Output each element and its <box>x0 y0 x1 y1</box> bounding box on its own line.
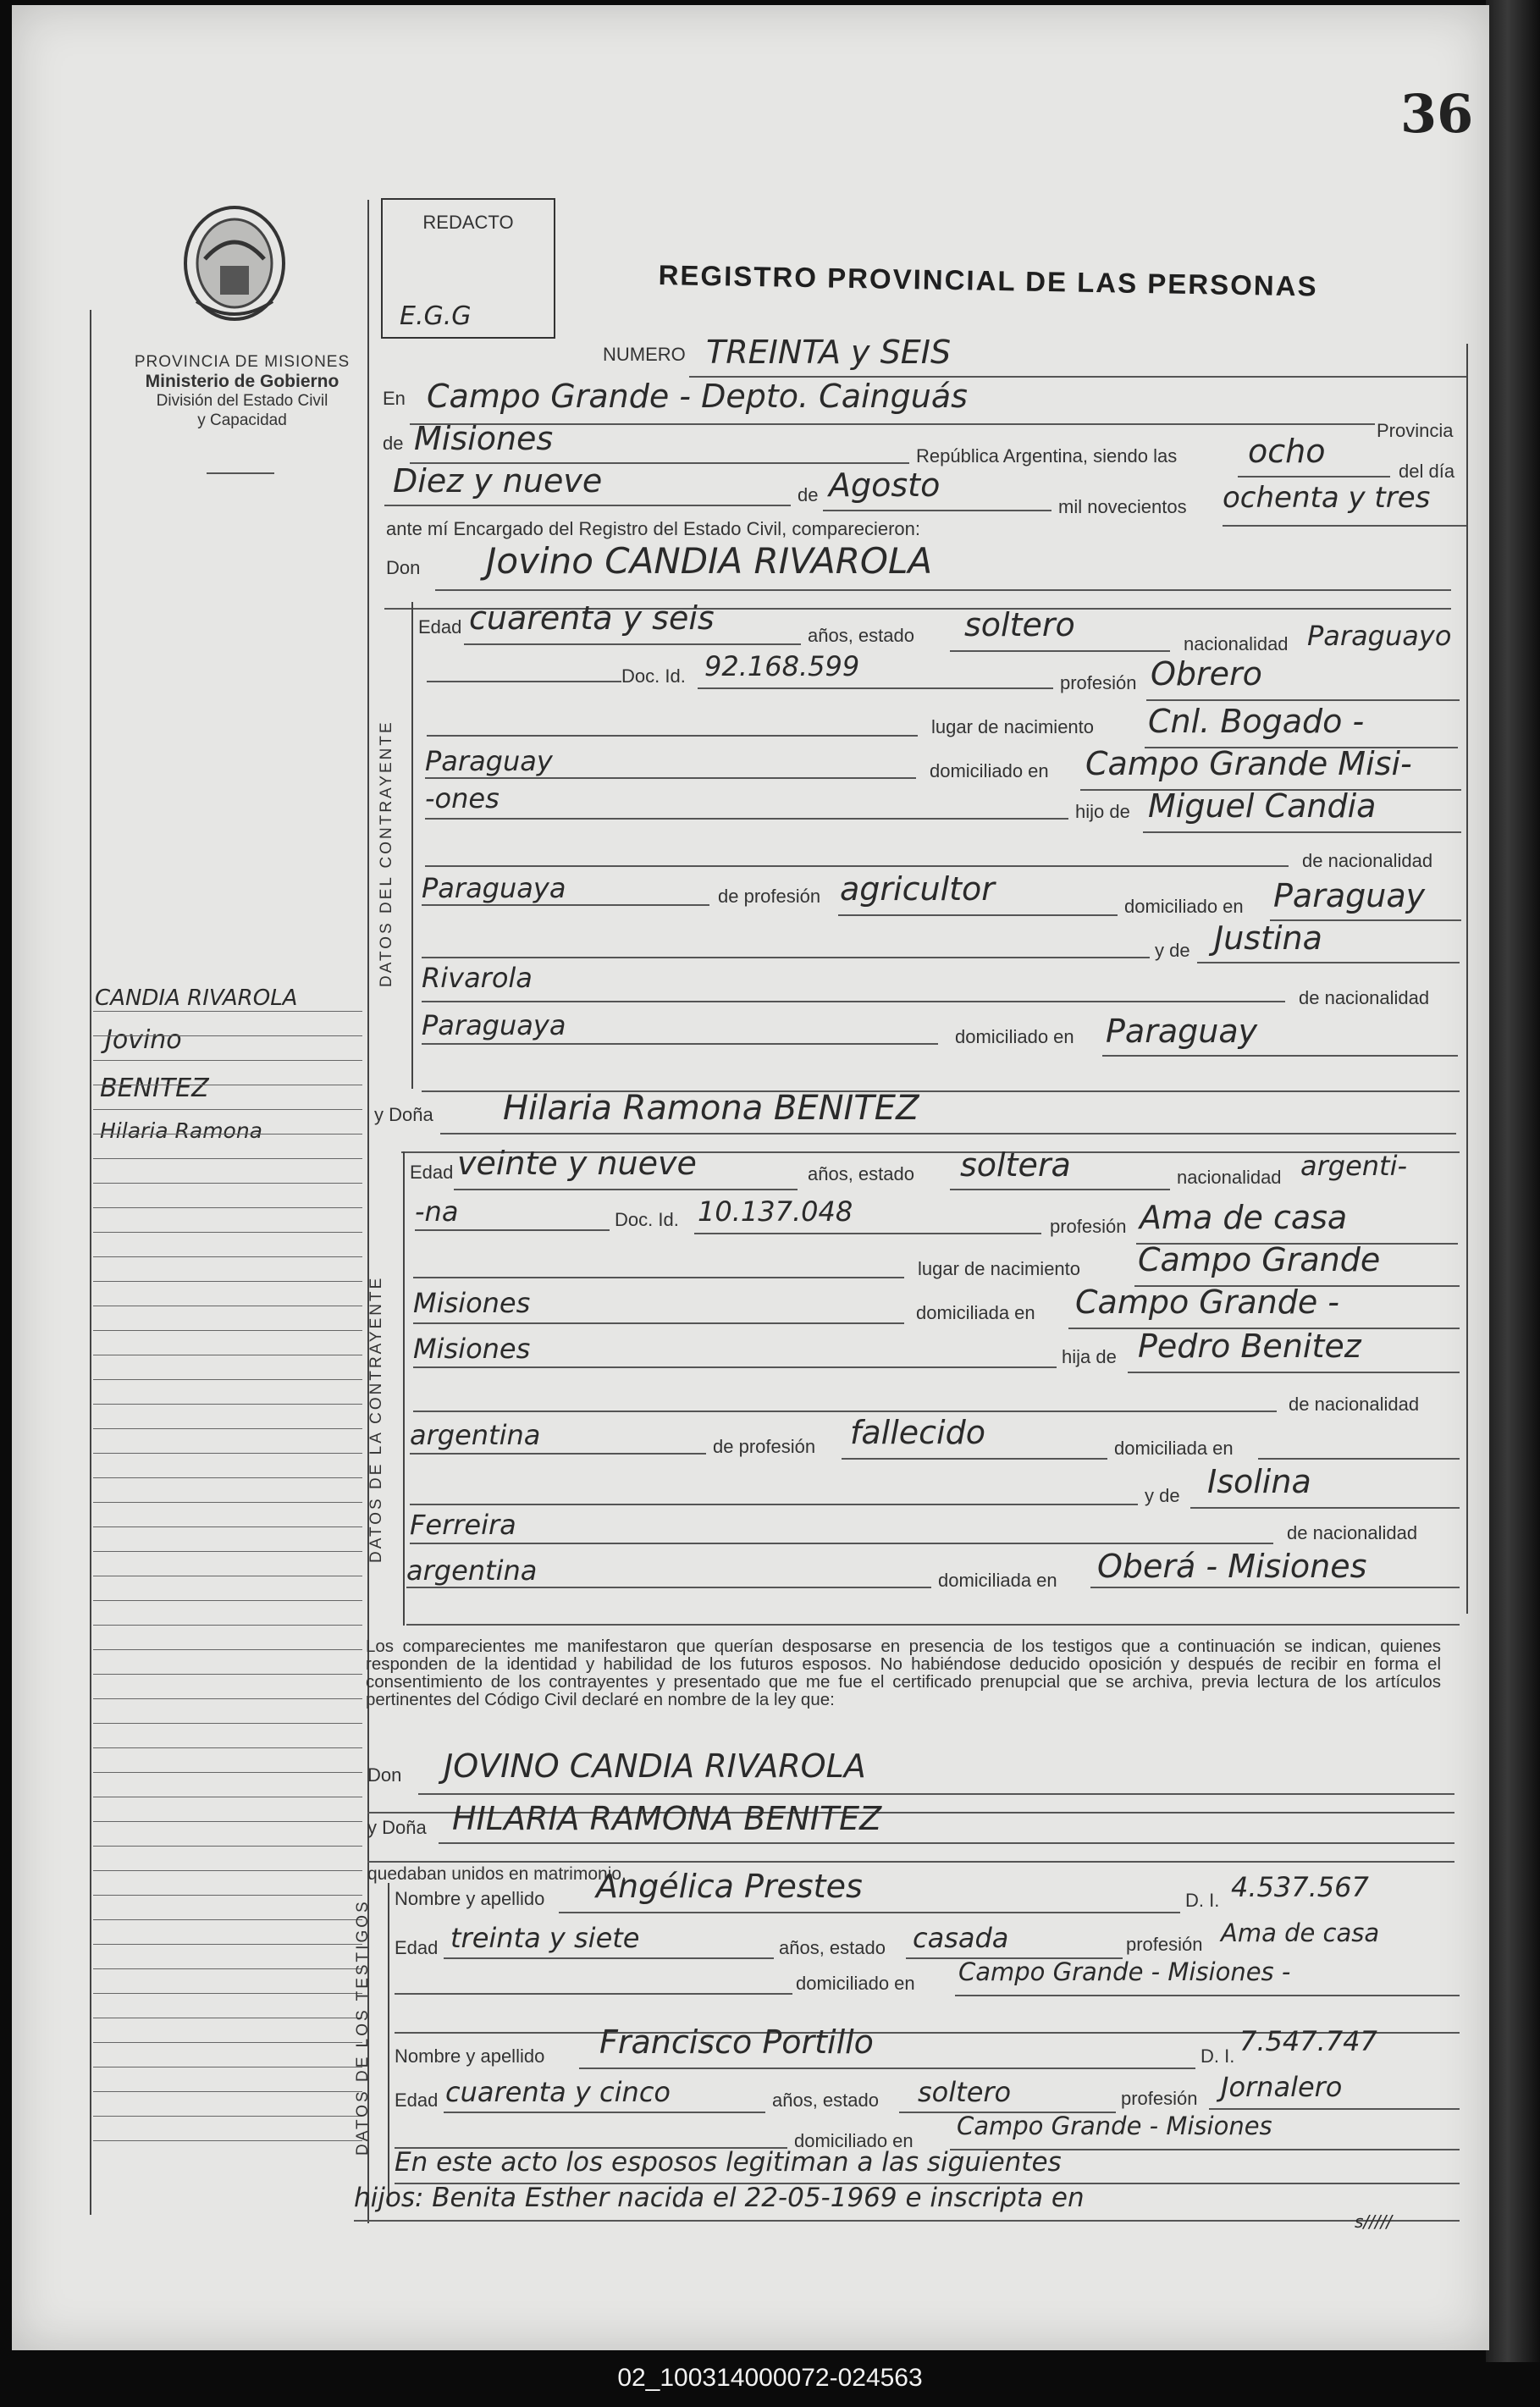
anos-label: años, estado <box>808 625 914 646</box>
margin-ruled-line <box>93 1944 362 1945</box>
t2-profesion-value: Jornalero <box>1221 2071 1343 2103</box>
redacto-stamp <box>381 198 555 339</box>
margin-ruled-line <box>93 1207 362 1208</box>
stamp-title: REDACTO <box>422 212 514 233</box>
t2-nombre-value: Francisco Portillo <box>599 2023 874 2061</box>
footer-note-2: hijos: Benita Esther nacida el 22-05-1969 e inscripta en <box>354 2183 1085 2213</box>
don-label: Don <box>386 557 421 578</box>
margin-name-2: Jovino <box>105 1025 182 1055</box>
profesion-f-value: Ama de casa <box>1140 1199 1348 1236</box>
t1-edad-label: Edad <box>395 1937 439 1958</box>
de-prof-label: de profesión <box>718 886 821 907</box>
legal-paragraph: Los comparecientes me manifestaron que querían desposarse en presencia de los testigos que a continuación se indican, quienes responden de la identidad y habilidad de los futuros esposos. No habiéndose deducido oposición y después de recibir en forma el consentimiento de los contrayentes y presentado que me fue el certificado prenupcial que se archiva, previa lectura de los artículos pertinentes del Código Civil declaré en nombre de la ley que: <box>366 1637 1441 1709</box>
margin-name-4: Hilaria Ramona <box>100 1118 263 1143</box>
anio-value: ochenta y tres <box>1223 481 1431 515</box>
domicilio-value-2: -ones <box>425 782 500 814</box>
image-caption: 02_100314000072-024563 <box>617 2364 923 2392</box>
t1-di-label: D. I. <box>1185 1890 1220 1911</box>
t2-di-label: D. I. <box>1201 2045 1235 2067</box>
margin-ruled-line <box>93 1183 362 1184</box>
margin-ruled-line <box>93 1453 362 1454</box>
estado-f-value: soltera <box>960 1146 1071 1184</box>
t1-anos-label: años, estado <box>779 1937 886 1958</box>
lugar-nac-value-2: Paraguay <box>425 745 553 777</box>
margin-ruled-line <box>93 1698 362 1699</box>
section-label-contrayente: DATOS DEL CONTRAYENTE <box>378 720 395 987</box>
doc-f-label: Doc. Id. <box>615 1209 679 1230</box>
margin-ruled-line <box>93 1747 362 1748</box>
nacionalidad-f-value-2: -na <box>415 1195 459 1228</box>
margin-ruled-line <box>93 1649 362 1650</box>
padre-prof-f-value: fallecido <box>850 1414 985 1451</box>
t1-nombre-value: Angélica Prestes <box>596 1868 863 1905</box>
margin-ruled-line <box>93 1919 362 1920</box>
edad-value: cuarenta y seis <box>469 599 715 637</box>
domiciliado-label-2: domiciliado en <box>1124 896 1244 917</box>
seal-line-ministry: Ministerio de Gobierno <box>145 372 339 391</box>
t2-edad-label: Edad <box>395 2090 439 2111</box>
seal-line-division: División del Estado Civil <box>156 392 328 410</box>
mes-value: Agosto <box>829 466 941 504</box>
margin-ruled-line <box>93 1281 362 1282</box>
numero-label: NUMERO <box>603 344 686 365</box>
padre-prof-value: agricultor <box>840 870 995 908</box>
domiciliada-label: domiciliada en <box>916 1302 1035 1323</box>
margin-name-1: CANDIA RIVAROLA <box>95 985 298 1011</box>
domicilio-f-value-2: Misiones <box>413 1333 531 1365</box>
dia-value: Diez y nueve <box>393 462 603 500</box>
en-label: En <box>383 388 406 409</box>
hora-value: ocho <box>1248 433 1326 470</box>
province-seal <box>179 200 290 327</box>
margin-ruled-line <box>93 1379 362 1380</box>
t1-di-value: 4.537.567 <box>1231 1871 1369 1903</box>
lugar-nac-f-label: lugar de nacimiento <box>918 1258 1081 1279</box>
seal-emblem-icon <box>179 200 290 327</box>
section-label-contrayente-f: DATOS DE LA CONTRAYENTE <box>367 1275 385 1563</box>
margin-ruled-line <box>93 1477 362 1478</box>
margin-ruled-line <box>93 2140 362 2141</box>
seal-caption <box>107 352 378 430</box>
estado-value: soltero <box>964 606 1075 643</box>
t2-domiciliado-label: domiciliado en <box>794 2130 914 2151</box>
t1-estado-value: casada <box>913 1922 1009 1954</box>
doc-value: 92.168.599 <box>704 650 860 682</box>
margin-ruled-line <box>93 1625 362 1626</box>
t2-edad-value: cuarenta y cinco <box>445 2076 671 2108</box>
margin-ruled-line <box>93 1600 362 1601</box>
margin-ruled-line <box>93 1551 362 1552</box>
de-nac-f-label: de nacionalidad <box>1289 1394 1420 1415</box>
madre-nac-value: Paraguaya <box>422 1009 566 1041</box>
nacionalidad-f-value-1: argenti- <box>1300 1150 1408 1182</box>
t2-estado-value: soltero <box>918 2076 1012 2108</box>
domiciliado-label: domiciliado en <box>930 760 1049 781</box>
footer-note-1: En este acto los esposos legitiman a las siguientes <box>395 2147 1062 2178</box>
don-value: Jovino CANDIA RIVAROLA <box>486 540 933 582</box>
footer-note-3: s///// <box>1355 2211 1393 2232</box>
profesion-label: profesión <box>1060 672 1137 693</box>
lugar-nac-label: lugar de nacimiento <box>931 716 1095 737</box>
page-title: REGISTRO PROVINCIAL DE LAS PERSONAS <box>658 259 1318 302</box>
declaration-don-label: Don <box>367 1764 402 1786</box>
t2-anos-label: años, estado <box>772 2090 879 2111</box>
madre-f-value-2: Ferreira <box>410 1509 516 1541</box>
margin-ruled-line <box>93 1526 362 1527</box>
hijo-label: hijo de <box>1075 801 1130 822</box>
margin-ruled-line <box>93 1821 362 1822</box>
margin-ruled-line <box>93 1109 362 1110</box>
profesion-value: Obrero <box>1151 655 1262 693</box>
profesion-f-label: profesión <box>1050 1216 1127 1237</box>
declaration-dona-label: y Doña <box>367 1817 427 1838</box>
de-nac-f-label-2: de nacionalidad <box>1287 1522 1418 1543</box>
margin-ruled-line <box>93 1330 362 1331</box>
domiciliado-label-3: domiciliado en <box>955 1026 1074 1047</box>
margin-ruled-line <box>93 2116 362 2117</box>
lugar-nac-value-1: Cnl. Bogado - <box>1148 703 1365 740</box>
stamp-initials: E.G.G <box>400 301 472 331</box>
provincia-label: Provincia <box>1377 420 1454 441</box>
t2-profesion-label: profesión <box>1121 2088 1198 2109</box>
t2-domicilio-value: Campo Grande - Misiones <box>957 2112 1272 2140</box>
de-label: de <box>383 433 404 454</box>
margin-ruled-line <box>93 1772 362 1773</box>
del-dia-label: del día <box>1399 461 1455 482</box>
t1-profesion-value: Ama de casa <box>1221 1918 1380 1947</box>
madre-dom-value: Paraguay <box>1106 1013 1258 1050</box>
margin-ruled-line <box>93 2091 362 2092</box>
domicilio-value-1: Campo Grande Misi- <box>1085 745 1412 782</box>
lugar-nac-f-value-1: Campo Grande <box>1138 1241 1381 1278</box>
margin-ruled-line <box>93 1158 362 1159</box>
madre-value-2: Rivarola <box>422 962 533 994</box>
hija-label: hija de <box>1062 1346 1117 1367</box>
margin-ruled-line <box>93 1256 362 1257</box>
de-label-2: de <box>798 484 819 505</box>
anos-f-label: años, estado <box>808 1163 914 1184</box>
lugar-nac-f-value-2: Misiones <box>413 1287 531 1319</box>
margin-ruled-line <box>93 1674 362 1675</box>
margin-ruled-line <box>93 1895 362 1896</box>
dona-value: Hilaria Ramona BENITEZ <box>503 1089 919 1128</box>
book-spine <box>1486 0 1540 2362</box>
madre-nac-f-value: argentina <box>406 1554 538 1587</box>
de-nac-label: de nacionalidad <box>1302 850 1433 871</box>
mil-label: mil novecientos <box>1058 496 1187 517</box>
margin-ruled-line <box>93 1232 362 1233</box>
margin-ruled-line <box>93 1846 362 1847</box>
padre-f-value: Pedro Benitez <box>1138 1328 1361 1365</box>
nacionalidad-f-label: nacionalidad <box>1177 1167 1282 1188</box>
section-label-testigos: DATOS DE LOS TESTIGOS <box>354 1899 372 2156</box>
declaration-dona-value: HILARIA RAMONA BENITEZ <box>452 1800 882 1837</box>
margin-name-3: BENITEZ <box>100 1074 209 1103</box>
padre-nac-value: Paraguaya <box>422 872 566 904</box>
y-de-label: y de <box>1155 940 1190 961</box>
t1-profesion-label: profesión <box>1126 1934 1203 1955</box>
t2-di-value: 7.547.747 <box>1239 2025 1377 2057</box>
margin-ruled-line <box>93 1011 362 1012</box>
de-prof-f-label: de profesión <box>713 1436 816 1457</box>
margin-ruled-line <box>93 1723 362 1724</box>
register-page <box>12 5 1489 2350</box>
margin-ruled-line <box>93 1060 362 1061</box>
lugar-value: Campo Grande - Depto. Cainguás <box>427 378 968 415</box>
y-de-f-label: y de <box>1145 1485 1180 1506</box>
doc-label: Doc. Id. <box>621 665 686 687</box>
domicilio-f-value-1: Campo Grande - <box>1075 1284 1340 1321</box>
doc-f-value: 10.137.048 <box>698 1195 853 1228</box>
margin-ruled-line <box>93 1404 362 1405</box>
numero-value: TREINTA y SEIS <box>706 334 952 371</box>
margin-ruled-line <box>93 1993 362 1994</box>
ante-text: ante mí Encargado del Registro del Estado Civil, comparecieron: <box>386 518 920 539</box>
edad-f-value: veinte y nueve <box>457 1145 697 1182</box>
de-nac-label-2: de nacionalidad <box>1299 987 1430 1008</box>
seal-line-province: PROVINCIA DE MISIONES <box>134 353 351 371</box>
t1-nombre-label: Nombre y apellido <box>395 1888 545 1909</box>
madre-dom-f-value: Oberá - Misiones <box>1097 1548 1367 1585</box>
edad-label: Edad <box>418 616 462 638</box>
quedaban-text: quedaban unidos en matrimonio. <box>367 1864 626 1884</box>
madre-f-value-1: Isolina <box>1207 1463 1311 1500</box>
page-number: 36 <box>1400 83 1474 145</box>
padre-dom-value: Paraguay <box>1273 877 1426 914</box>
nacionalidad-label: nacionalidad <box>1184 633 1289 654</box>
madre-value-1: Justina <box>1214 919 1322 957</box>
t1-domicilio-value: Campo Grande - Misiones - <box>958 1957 1291 1986</box>
provincia-value: Misiones <box>414 420 554 457</box>
margin-ruled-line <box>93 1502 362 1503</box>
margin-ruled-line <box>93 1968 362 1969</box>
nacionalidad-value: Paraguayo <box>1307 620 1452 652</box>
edad-f-label: Edad <box>410 1162 454 1183</box>
margin-ruled-line <box>93 1035 362 1036</box>
declaration-don-value: JOVINO CANDIA RIVAROLA <box>444 1747 866 1785</box>
t2-nombre-label: Nombre y apellido <box>395 2045 545 2067</box>
t1-edad-value: treinta y siete <box>450 1922 640 1954</box>
margin-ruled-line <box>93 1870 362 1871</box>
t1-domiciliado-label: domiciliado en <box>796 1973 915 1994</box>
domiciliada-label-2: domiciliada en <box>1114 1438 1234 1459</box>
margin-ruled-line <box>93 1428 362 1429</box>
padre-value: Miguel Candia <box>1148 787 1377 825</box>
dona-label: y Doña <box>374 1104 433 1125</box>
margin-ruled-line <box>93 2042 362 2043</box>
seal-line-capacity: y Capacidad <box>197 411 287 429</box>
republica-text: República Argentina, siendo las <box>916 445 1178 466</box>
padre-nac-f-value: argentina <box>410 1419 541 1451</box>
domiciliada-label-3: domiciliada en <box>938 1570 1057 1591</box>
